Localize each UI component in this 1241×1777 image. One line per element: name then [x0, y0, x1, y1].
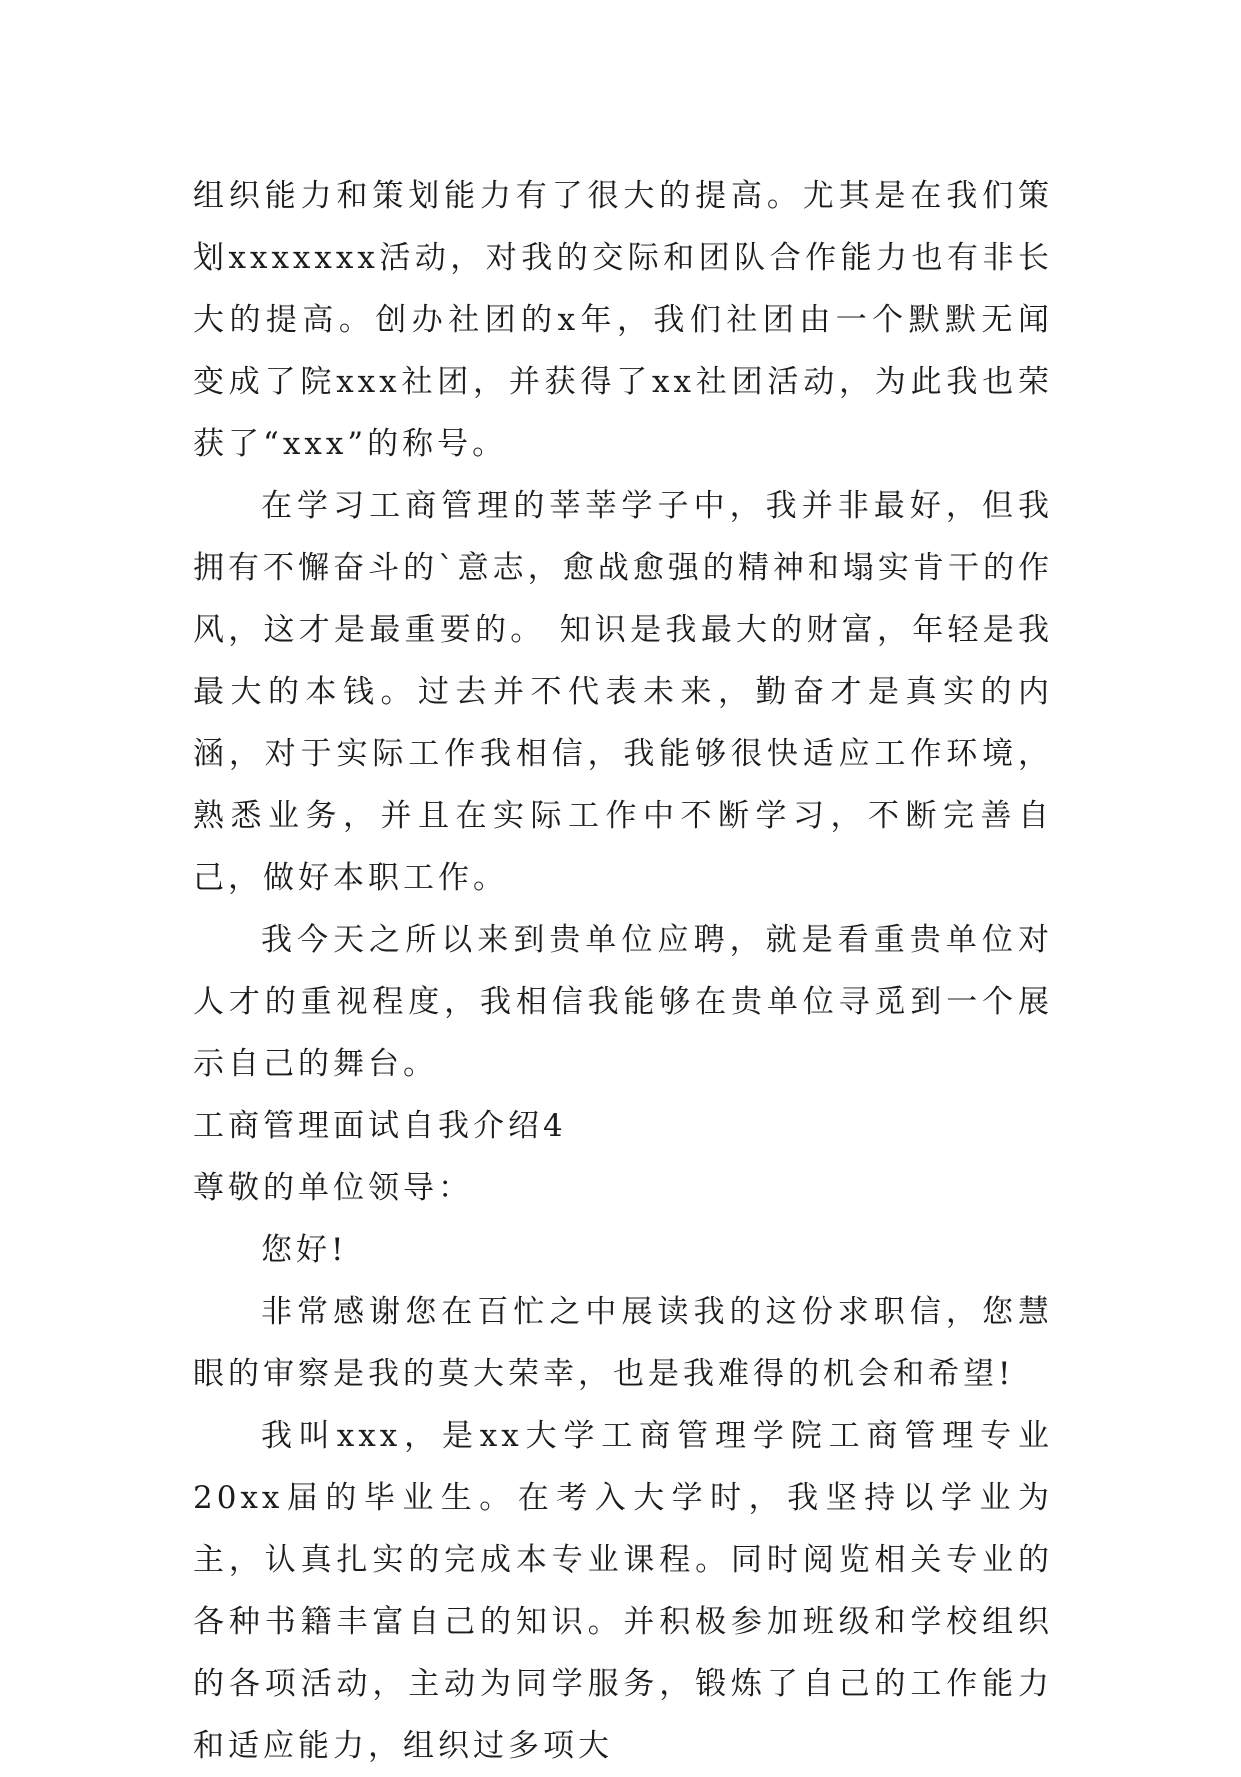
letter-paragraph-2: 我叫xxx，是xx大学工商管理学院工商管理专业20xx届的毕业生。在考入大学时，我坚持以学业为主，认真扎实的完成本专业课程。同时阅览相关专业的各种书籍丰富自己的知识。并积极参加班级和学校组织的各项活动，主动为同学服务，锻炼了自己的工作能力和适应能力，组织过多项大 [193, 1418, 1053, 1764]
body-paragraph-3: 我今天之所以来到贵单位应聘，就是看重贵单位对人才的重视程度，我相信我能够在贵单位寻觅到一个展示自己的舞台。 [193, 922, 1053, 1082]
body-paragraph-2: 在学习工商管理的莘莘学子中，我并非最好，但我拥有不懈奋斗的`意志，愈战愈强的精神和塌实肯干的作风，这才是最重要的。 知识是我最大的财富，年轻是我最大的本钱。过去并不代表未来，勤奋才是真实的内涵，对于实际工作我相信，我能够很快适应工作环境，熟悉业务，并且在实际工作中不断学习，不断完善自己，做好本职工作。 [193, 488, 1053, 896]
document-body [193, 165, 1053, 1777]
section-title: 工商管理面试自我介绍4 [193, 1108, 567, 1144]
letter-paragraph-1: 非常感谢您在百忙之中展读我的这份求职信，您慧眼的审察是我的莫大荣幸，也是我难得的机会和希望! [193, 1294, 1053, 1392]
body-paragraph-1: 组织能力和策划能力有了很大的提高。尤其是在我们策划xxxxxxx活动，对我的交际和团队合作能力也有非长大的提高。创办社团的x年，我们社团由一个默默无闻变成了院xxx社团，并获得了xx社团活动，为此我也荣获了“xxx”的称号。 [193, 178, 1053, 462]
greeting: 您好! [261, 1232, 348, 1268]
salutation: 尊敬的单位领导： [193, 1170, 473, 1206]
